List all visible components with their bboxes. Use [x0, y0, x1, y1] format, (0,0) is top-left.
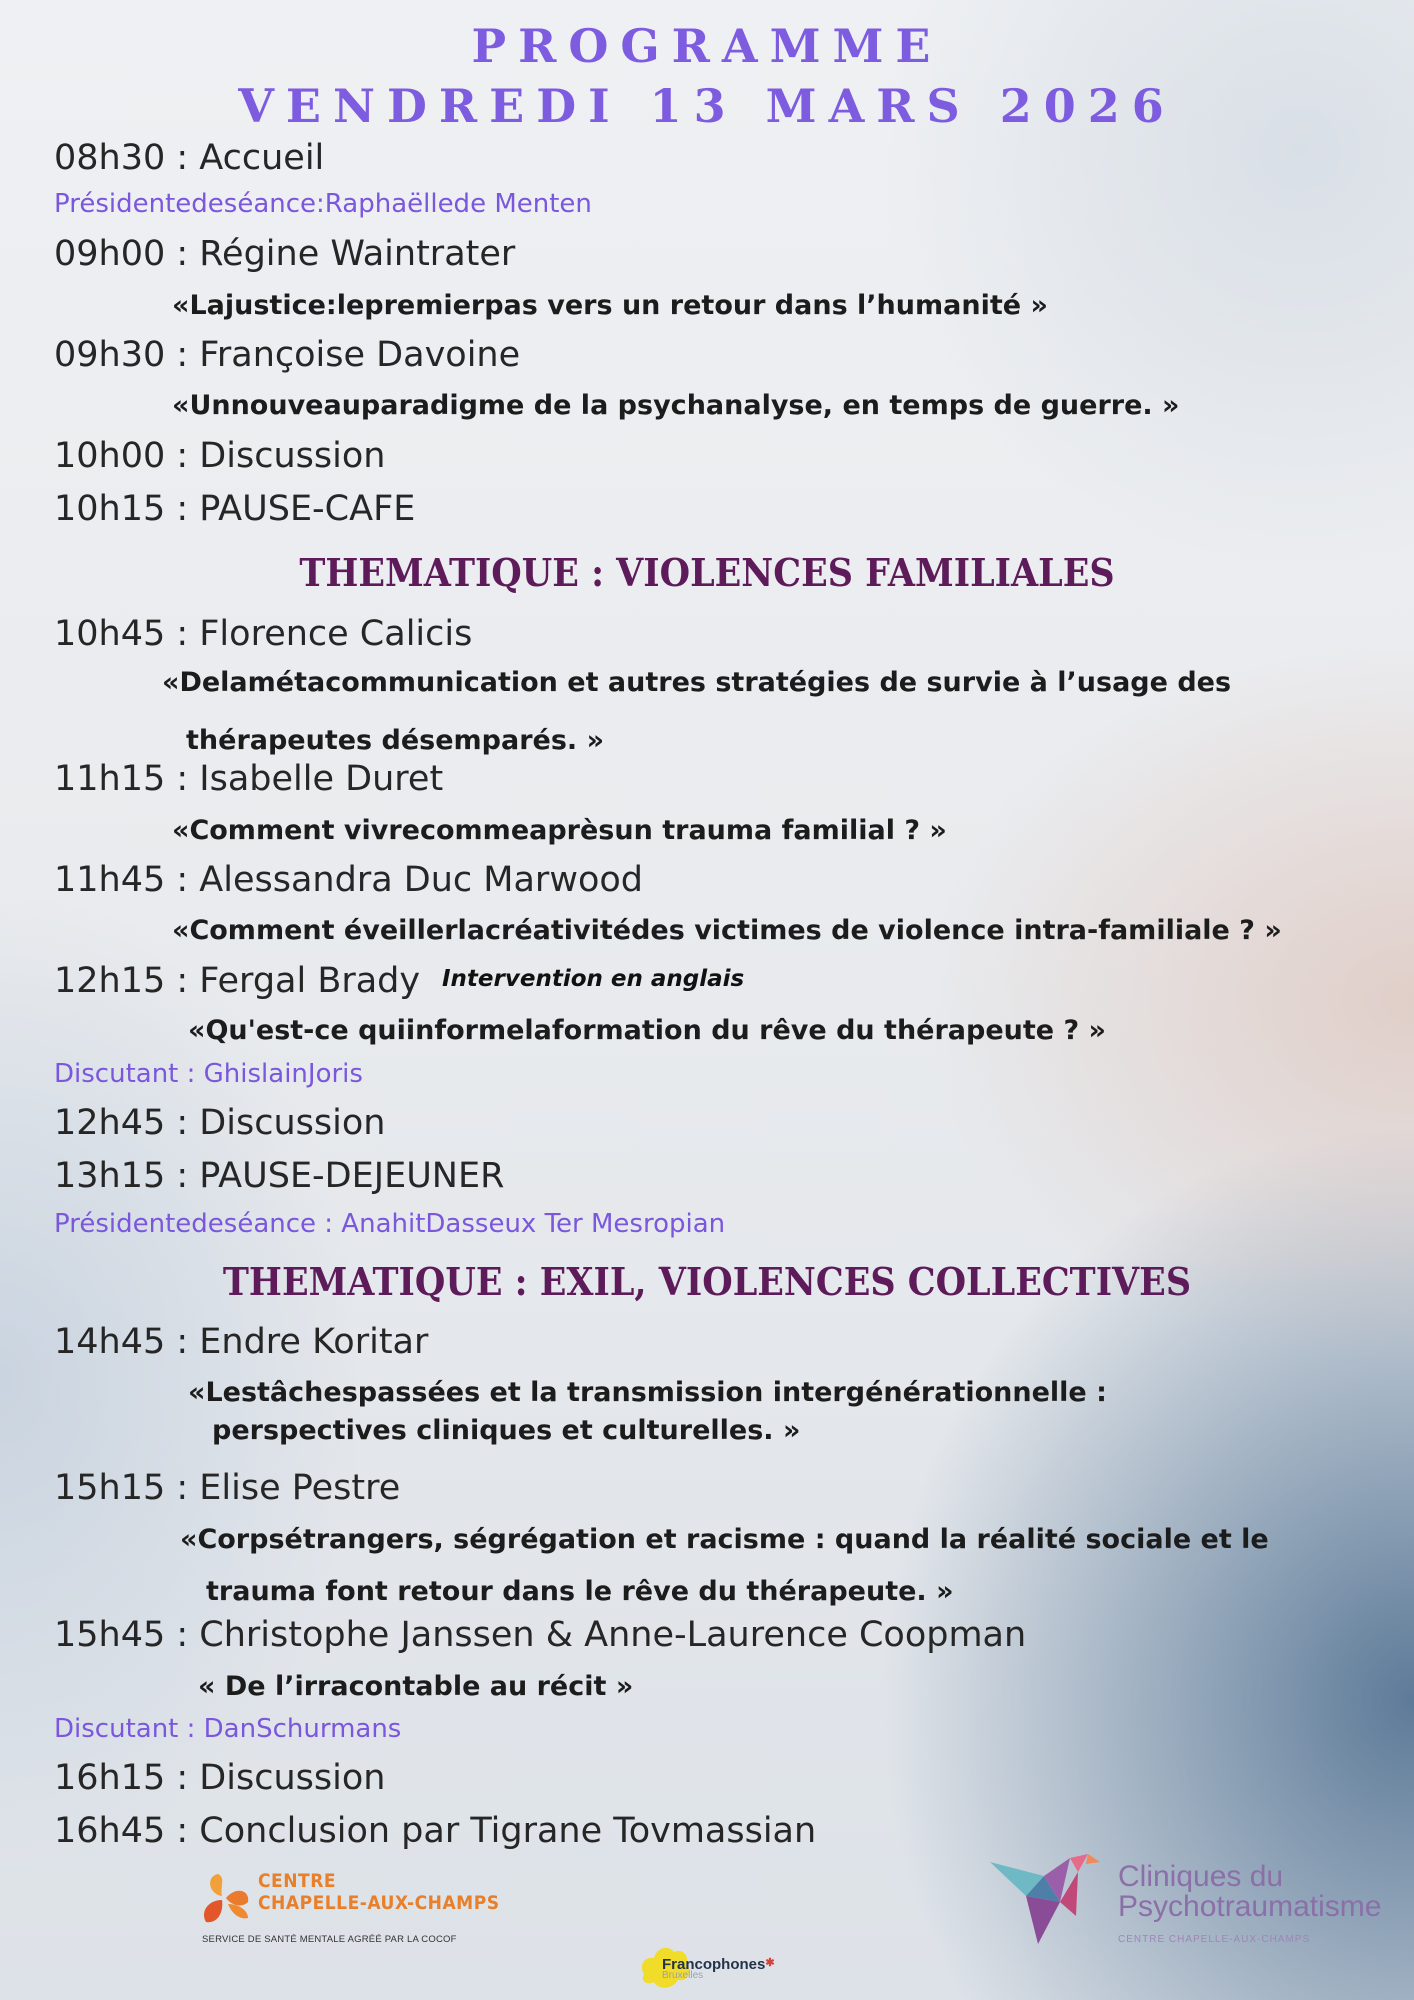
schedule-item-1615: 16h15 : Discussion [54, 1758, 386, 1798]
schedule-item-1245: 12h45 : Discussion [54, 1103, 386, 1143]
schedule-item-1315: 13h15 : PAUSE-DEJEUNER [54, 1156, 505, 1196]
logo-bottom-subtitle: Bruxelles [662, 1970, 704, 1981]
schedule-item-1145: 11h45 : Alessandra Duc Marwood [54, 860, 643, 900]
talk-title-1215: «Qu'est-ce quiinformelaformation du rêve du thérapeute ? » [188, 1015, 1106, 1046]
talk-title-1045-line2: thérapeutes désemparés. » [186, 725, 605, 756]
discutant-afternoon: Discutant : DanSchurmans [54, 1714, 402, 1744]
discutant-morning: Discutant : GhislainJoris [54, 1059, 363, 1089]
logo-left-line1: CENTRE [258, 1870, 337, 1892]
theme-heading-exil: THEMATIQUE : EXIL, VIOLENCES COLLECTIVES [222, 1259, 1192, 1304]
schedule-item-1515: 15h15 : Elise Pestre [54, 1468, 401, 1508]
talk-title-1445-line1: «Lestâchespassées et la transmission intergénérationnelle : [188, 1377, 1107, 1408]
talk-title-1115: «Comment vivrecommeaprèsun trauma familial ? » [172, 815, 947, 846]
schedule-item-1000: 10h00 : Discussion [54, 436, 386, 476]
logo-right-line2: Psychotraumatisme [1118, 1890, 1382, 1923]
schedule-item-1645: 16h45 : Conclusion par Tigrane Tovmassian [54, 1811, 817, 1851]
schedule-item-1215: 12h15 : Fergal Brady [54, 961, 421, 1001]
logo-bottom-name [662, 1956, 775, 1981]
talk-title-1045-line1: «Delamétacommunication et autres stratégies de survie à l’usage des [162, 667, 1232, 698]
schedule-item-1445: 14h45 : Endre Koritar [54, 1322, 429, 1362]
logo-left-name [258, 1870, 500, 1914]
talk-title-1145: «Comment éveillerlacréativitédes victimes de violence intra-familiale ? » [172, 915, 1282, 946]
logo-right-name [1118, 1862, 1381, 1922]
programme-title: PROGRAMME [471, 19, 943, 73]
logo-right-subtitle: CENTRE CHAPELLE-AUX-CHAMPS [1118, 1934, 1311, 1945]
talk-title-1545: « De l’irracontable au récit » [198, 1671, 634, 1702]
star-icon: ✱ [765, 1957, 775, 1969]
talk-title-1515-line1: «Corpsétrangers, ségrégation et racisme : quand la réalité sociale et le [180, 1524, 1269, 1555]
logo-cliniques-psychotraumatisme [990, 1852, 1382, 1962]
session-chair: Présidentedeséance:Raphaëllede Menten [54, 189, 592, 219]
schedule-item-0900: 09h00 : Régine Waintrater [54, 234, 516, 274]
talk-title-0930: «Unnouveauparadigme de la psychanalyse, en temps de guerre. » [172, 390, 1180, 421]
schedule-item-1015: 10h15 : PAUSE-CAFE [54, 489, 416, 529]
language-note: Intervention en anglais [442, 966, 745, 992]
logo-left-line2: CHAPELLE-AUX-CHAMPS [258, 1892, 500, 1914]
logo-left-tagline: SERVICE DE SANTÉ MENTALE AGRÉÉ PAR LA COCOF [202, 1934, 457, 1945]
schedule-item-1545: 15h45 : Christophe Janssen & Anne-Laurence Coopman [54, 1615, 1027, 1655]
flower-icon [196, 1868, 256, 1932]
schedule-item-0930: 09h30 : Françoise Davoine [54, 335, 521, 375]
programme-date: VENDREDI 13 MARS 2026 [238, 79, 1176, 133]
talk-title-0900: «Lajustice:lepremierpas vers un retour dans l’humanité » [172, 290, 1048, 321]
talk-title-1445-line2: perspectives cliniques et culturelles. » [212, 1415, 801, 1446]
logo-bottom-name-text: Francophones [662, 1956, 766, 1973]
session-chair-afternoon: Présidentedeséance : AnahitDasseux Ter Mesropian [54, 1209, 726, 1239]
logo-francophones-bruxelles [634, 1934, 784, 1994]
talk-title-1515-line2: trauma font retour dans le rêve du thérapeute. » [206, 1576, 954, 1607]
schedule-item-1115: 11h15 : Isabelle Duret [54, 759, 444, 799]
theme-heading-familiales: THEMATIQUE : VIOLENCES FAMILIALES [299, 550, 1115, 595]
schedule-item-accueil: 08h30 : Accueil [54, 138, 325, 178]
logo-right-line1: Cliniques du [1118, 1860, 1284, 1893]
bird-icon [990, 1852, 1110, 1952]
logo-centre-chapelle-aux-champs [196, 1868, 500, 1948]
schedule-item-1045: 10h45 : Florence Calicis [54, 614, 473, 654]
